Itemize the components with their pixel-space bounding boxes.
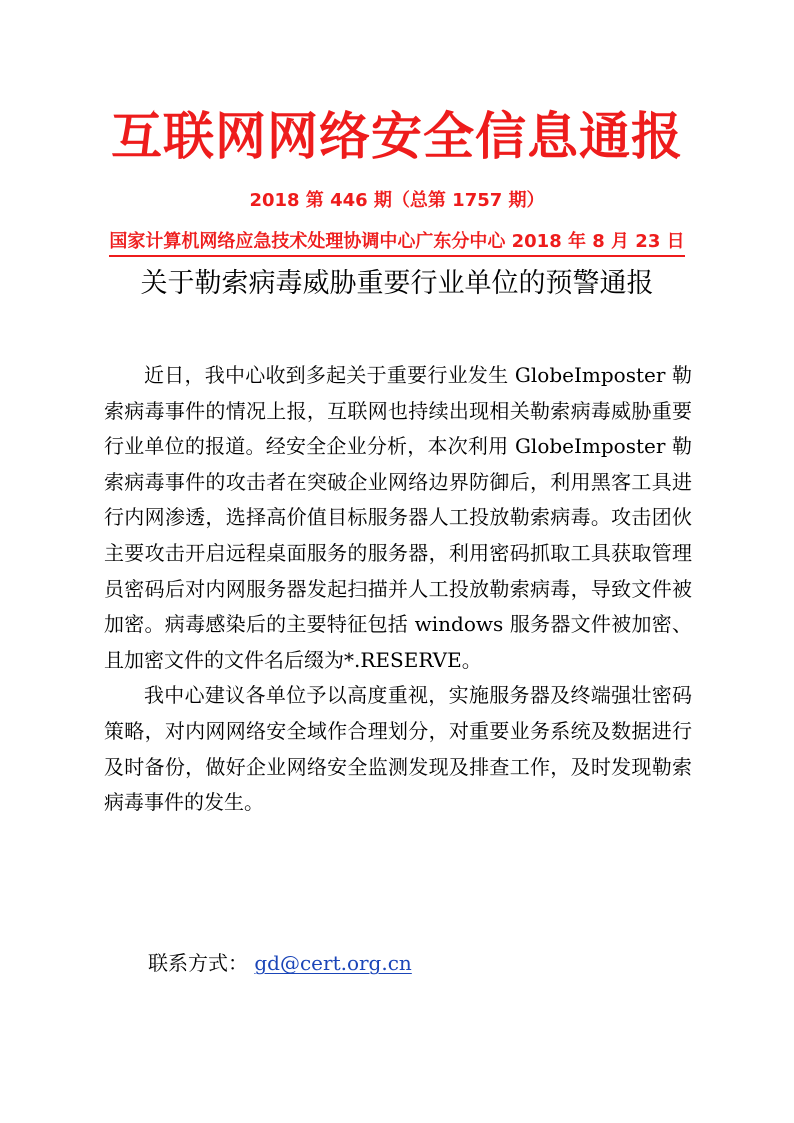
bulletin-masthead-title: 互联网网络安全信息通报 bbox=[110, 108, 683, 167]
body-paragraph-1: 近日，我中心收到多起关于重要行业发生 GlobeImposter 勒索病毒事件的情况上报，互联网也持续出现相关勒索病毒威胁重要行业单位的报道。经安全企业分析，本次利用 GlobeImposter 勒索病毒事件的攻击者在突破企业网络边界防御后，利用黑客工具进行内网渗透，选择高价值目标服务器人工投放勒索病毒。攻击团伙主要攻击开启远程桌面服务的服务器，利用密码抓取工具获取管理员密码后对内网服务器发起扫描并人工投放勒索病毒，导致文件被加密。病毒感染后的主要特征包括 windows 服务器文件被加密、且加密文件的文件名后缀为*.RESERVE。 bbox=[104, 363, 692, 672]
contact-email-link[interactable]: gd@cert.org.cn bbox=[254, 951, 412, 975]
contact-label: 联系方式： bbox=[148, 951, 248, 975]
issue-number: 2018 第 446 期（总第 1757 期） bbox=[249, 190, 545, 211]
issuer-line bbox=[0, 229, 794, 257]
contact-line bbox=[148, 948, 412, 978]
document-body bbox=[104, 358, 692, 821]
issuer-and-date: 国家计算机网络应急技术处理协调中心广东分中心 2018 年 8 月 23 日 bbox=[109, 229, 684, 257]
body-paragraph-2: 我中心建议各单位予以高度重视，实施服务器及终端强壮密码策略，对内网网络安全域作合理划分，对重要业务系统及数据进行及时备份，做好企业网络安全监测发现及排查工作，及时发现勒索病毒事件的发生。 bbox=[104, 683, 692, 815]
document-title: 关于勒索病毒威胁重要行业单位的预警通报 bbox=[140, 268, 654, 299]
